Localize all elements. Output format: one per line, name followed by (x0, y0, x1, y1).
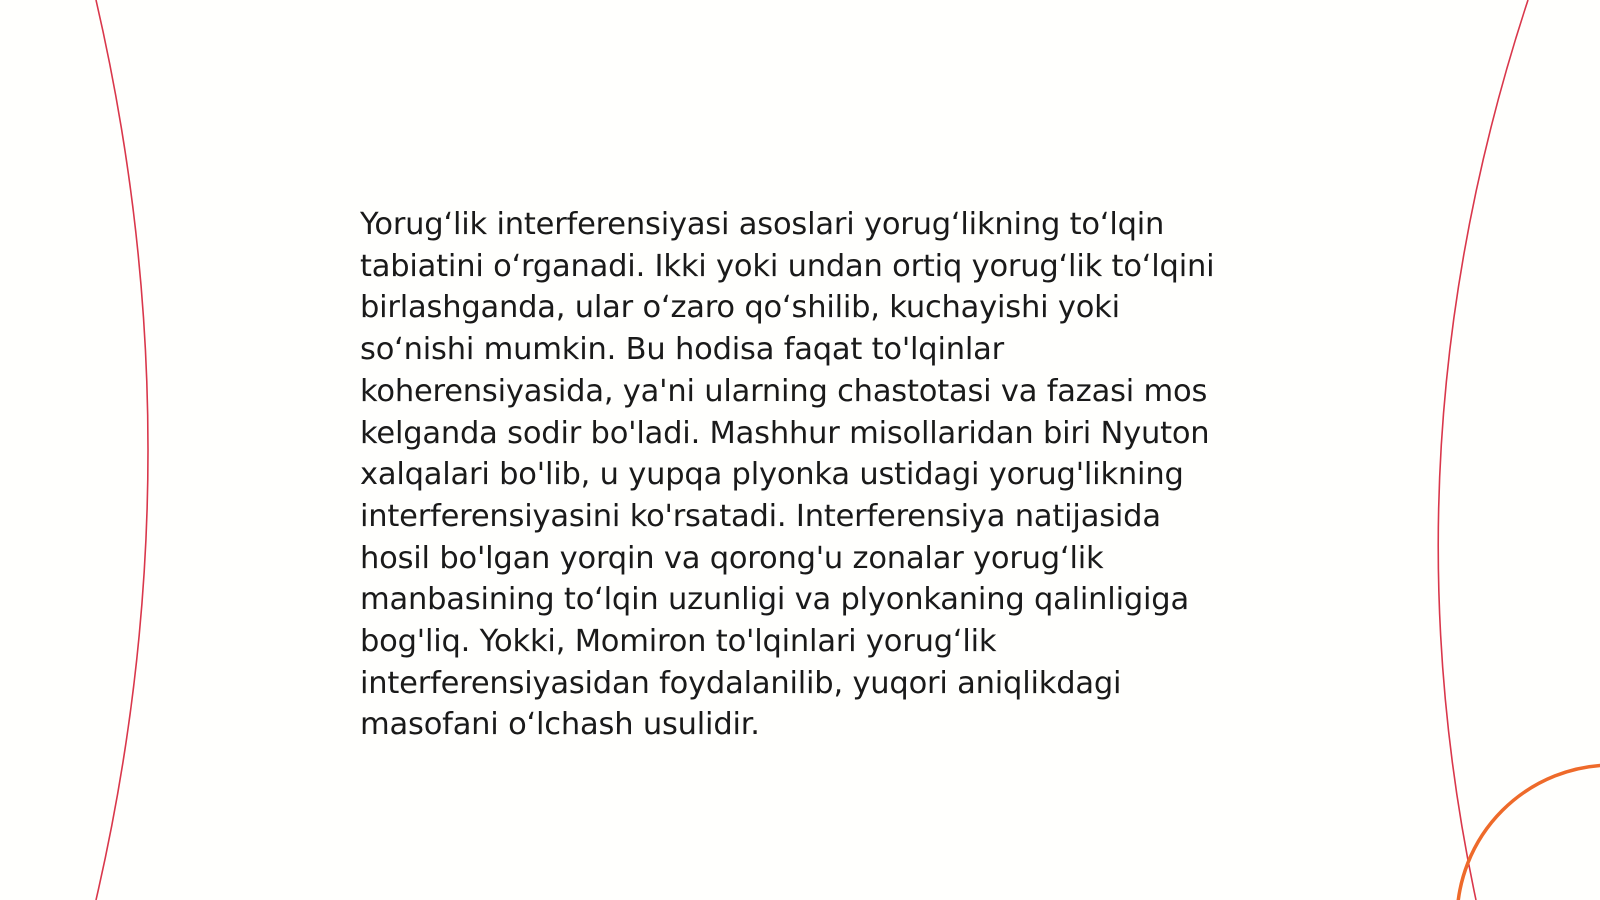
orange-arc-decoration (1457, 765, 1600, 900)
right-curve-decoration (1438, 0, 1528, 900)
left-curve-decoration (96, 0, 148, 900)
body-paragraph: Yorug‘lik interferensiyasi asoslari yorug‘likning to‘lqin tabiatini o‘rganadi. Ikki yoki undan ortiq yorug‘lik to‘lqini birlashganda, ular o‘zaro qo‘shilib, kuchayishi yoki so‘nishi mumkin. Bu hodisa faqat to'lqinlar koherensiyasida, ya'ni ularning chastotasi va fazasi mos kelganda sodir bo'ladi. Mashhur misollaridan biri Nyuton xalqalari bo'lib, u yupqa plyonka ustidagi yorug'likning interferensiyasini ko'rsatadi. Interferensiya natijasida hosil bo'lgan yorqin va qorong'u zonalar yorug‘lik manbasining to‘lqin uzunligi va plyonkaning qalinligiga bog'liq. Yokki, Momiron to'lqinlari yorug‘lik interferensiyasidan foydalanilib, yuqori aniqlikdagi masofani o‘lchash usulidir. (360, 207, 1215, 743)
